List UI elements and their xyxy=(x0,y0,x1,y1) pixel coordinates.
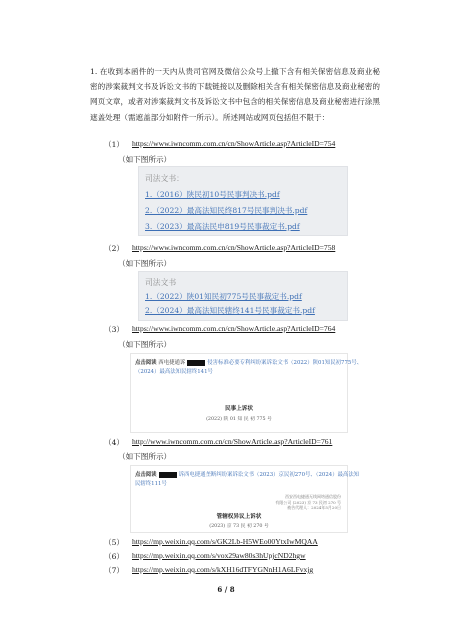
redaction-box xyxy=(187,360,205,366)
judicial-doc-link-2[interactable]: 2.（2024）最高法知民辖终141号民事裁定书.pdf xyxy=(145,306,315,315)
doc-title: 民事上诉状 xyxy=(225,406,253,412)
judicial-doc-link-1[interactable]: 1.（2022）陕01知民初775号民事裁定书.pdf xyxy=(145,292,302,301)
article-lead-line2[interactable]: 民辖终111号 xyxy=(135,481,167,487)
read-label: 点击阅读 xyxy=(135,472,157,478)
doc-case-number: (2022) 陕 01 知 民 初 775 号 xyxy=(206,417,272,422)
screenshot-title: 司法文书 xyxy=(145,278,177,287)
article-lead xyxy=(135,470,359,478)
item-number-5: （5） xyxy=(104,538,125,547)
screenshot-article-4 xyxy=(130,465,360,533)
doc-stamp xyxy=(275,494,341,511)
item-number-4: （4） xyxy=(104,438,125,447)
item-link-7[interactable]: https://mp.weixin.qq.com/s/kXH16dTFYGNnH1A6LFvxjg xyxy=(132,565,314,574)
lead-link[interactable]: 侵害标准必要专利纠纷案诉讼文书（2022）陕01知民初775号、 xyxy=(207,360,363,366)
item-link-6[interactable]: https://mp.weixin.qq.com/s/vox29aw80s3hUpjcND2hgw xyxy=(132,551,306,560)
screenshot-article-3 xyxy=(130,353,363,433)
item-number-2: （2） xyxy=(104,244,125,253)
stamp-line: 有限公司 (2023) 京 73 民初 270 号 xyxy=(275,499,341,505)
item-number-7: （7） xyxy=(104,566,125,575)
item-link-2[interactable]: https://www.iwncomm.com.cn/cn/ShowArticle.asp?ArticleID=758 xyxy=(132,243,336,252)
stamp-line: 被告代理人：2024年5月20日 xyxy=(287,505,341,511)
screenshot-judicial-docs-1 xyxy=(138,166,348,236)
lead-link[interactable]: 诉西电捷通垄断纠纷案诉讼文书（2023）京民初270号、（2024）最高法知 xyxy=(178,472,360,478)
redaction-box xyxy=(159,472,177,478)
article-lead xyxy=(135,358,362,366)
lead-party: 西电捷通诉 xyxy=(158,360,186,366)
item-note-2: （如下图所示） xyxy=(118,259,172,268)
judicial-doc-link-2[interactable]: 2.（2022）最高法知民终817号民事判决书.pdf xyxy=(145,206,308,215)
item-number-1: （1） xyxy=(104,140,125,149)
item-number-3: （3） xyxy=(104,325,125,334)
page-number: 6 / 8 xyxy=(217,585,235,594)
screenshot-title: 司法文书： xyxy=(145,174,184,183)
item-link-1[interactable]: https://www.iwncomm.com.cn/cn/ShowArticle.asp?ArticleID=754 xyxy=(132,139,336,148)
item-link-3[interactable]: https://www.iwncomm.com.cn/cn/ShowArticle.asp?ArticleID=764 xyxy=(132,324,336,333)
item-note-1: （如下图所示） xyxy=(118,155,172,164)
read-label: 点击阅读 xyxy=(135,360,157,366)
judicial-doc-link-1[interactable]: 1.（2016）陕民初10号民事判决书.pdf xyxy=(145,190,280,199)
article-lead-line2[interactable]: （2024）最高法知民辖终141号 xyxy=(135,369,213,375)
stamp-line: 西安西电捷通无线网络通信股份 xyxy=(285,494,341,499)
item-link-5[interactable]: https://mp.weixin.qq.com/s/GK2Lb-H5WEo00YtxIwMQAA xyxy=(132,537,318,546)
doc-case-number: (2023) 京 73 民 初 270 号 xyxy=(209,524,269,529)
judicial-doc-link-3[interactable]: 3.（2023）最高法民申819号民事裁定书.pdf xyxy=(145,222,300,231)
item-link-4[interactable]: http://www.iwncomm.com.cn/cn/ShowArticle.asp?ArticleID=761 xyxy=(132,437,333,446)
body-paragraph: 1. 在收到本函件的一天内从贵司官网及微信公众号上撤下含有相关保密信息及商业秘密的涉案裁判文书及诉讼文书的下载链接以及删除相关含有相关保密信息及商业秘密的网页文章，或者对涉案裁判文书及诉讼文书中包含的相关保密信息及商业秘密进行涂黑遮盖处理（需遮盖部分如附件一所示）。所述网站或网页包括但不限于： xyxy=(90,67,380,122)
screenshot-judicial-docs-2 xyxy=(138,271,348,321)
doc-title: 管辖权异议上诉状 xyxy=(216,514,262,520)
item-number-6: （6） xyxy=(104,552,125,561)
item-note-4: （如下图所示） xyxy=(118,452,172,461)
item-note-3: （如下图所示） xyxy=(118,340,172,349)
